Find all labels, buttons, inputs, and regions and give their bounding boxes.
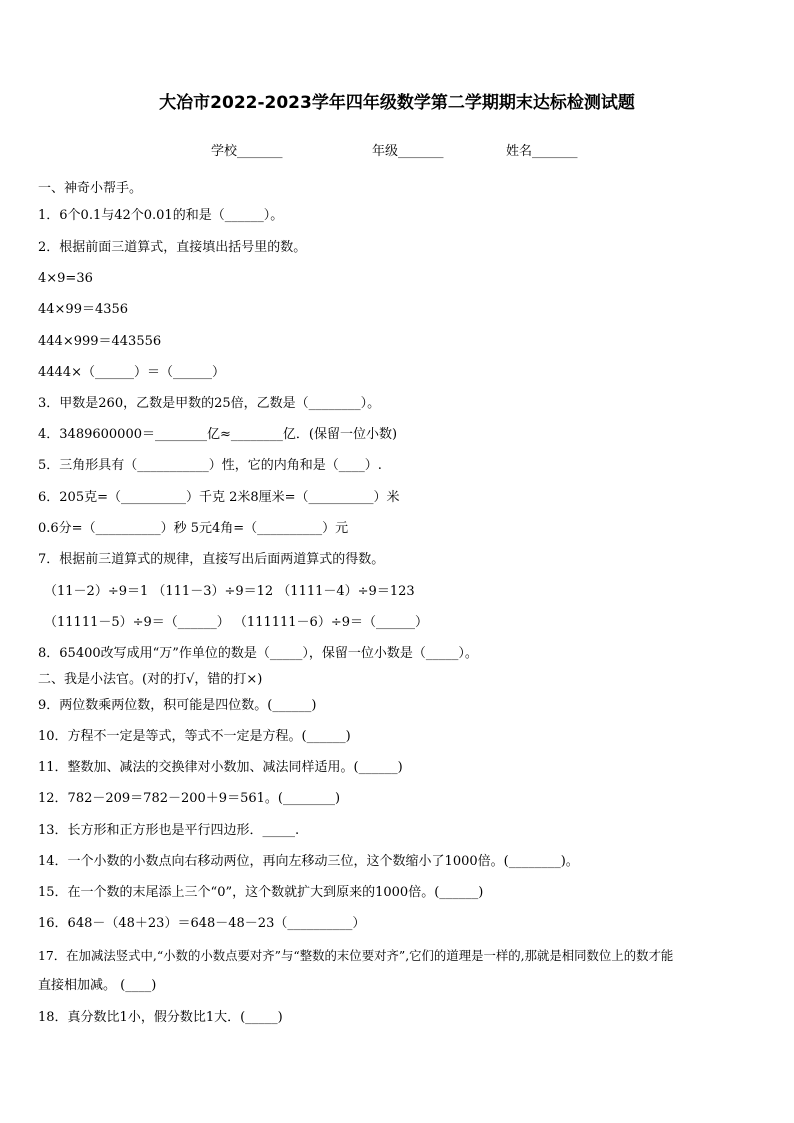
equation-line: 44×99＝4356 [38, 302, 129, 317]
question-6: 6．205克=（__________）千克 2米8厘米=（__________）米 [38, 490, 400, 505]
question-7: 7．根据前三道算式的规律，直接写出后面两道算式的得数。 [38, 552, 385, 567]
question-3: 3．甲数是260，乙数是甲数的25倍，乙数是（________）。 [38, 396, 381, 411]
question-17: 17．在加减法竖式中,“小数的小数点要对齐”与“整数的末位要对齐”,它们的道理是一样的,那就是相同数位上的数才能 [38, 948, 674, 963]
equation-line: （11－2）÷9＝1 （111－3）÷9＝12 （1111－4）÷9＝123 [44, 584, 415, 599]
question-11: 11．整数加、减法的交换律对小数加、减法同样适用。(______) [38, 760, 403, 775]
school-field: 学校_______ [211, 144, 283, 159]
question-6-cont: 0.6分=（__________）秒 5元4角=（__________）元 [38, 521, 349, 536]
question-14: 14．一个小数的小数点向右移动两位，再向左移动三位，这个数缩小了1000倍。(________)。 [38, 854, 579, 869]
question-15: 15．在一个数的末尾添上三个“0”，这个数就扩大到原来的1000倍。(______) [38, 885, 484, 900]
section-heading-2: 二、我是小法官。(对的打√，错的打×) [38, 672, 263, 687]
question-10: 10．方程不一定是等式，等式不一定是方程。(______) [38, 729, 351, 744]
question-16: 16．648－（48＋23）＝648－48－23（__________） [38, 916, 366, 931]
question-13: 13．长方形和正方形也是平行四边形．_____. [38, 823, 300, 838]
question-18: 18．真分数比1小，假分数比1大．(_____) [38, 1010, 283, 1025]
equation-line: 4×9=36 [38, 271, 93, 286]
page-title: 大冶市2022-2023学年四年级数学第二学期期末达标检测试题 [159, 93, 635, 113]
section-heading-1: 一、神奇小帮手。 [38, 181, 143, 196]
equation-line: （11111－5）÷9＝（______） （111111－6）÷9＝（______） [44, 615, 428, 630]
question-5: 5．三角形具有（___________）性，它的内角和是（____）. [38, 458, 382, 473]
question-1: 1．6个0.1与42个0.01的和是（______）。 [38, 208, 284, 223]
question-2: 2．根据前面三道算式，直接填出括号里的数。 [38, 240, 307, 255]
question-4: 4．3489600000＝________亿≈________亿．(保留一位小数) [38, 427, 398, 442]
grade-field: 年级_______ [372, 144, 444, 159]
equation-line: 4444×（______）＝（______） [38, 365, 225, 380]
question-17-cont: 直接相加减。 (____) [38, 978, 157, 993]
question-12: 12．782－209＝782－200＋9＝561。(________) [38, 791, 341, 806]
question-8: 8．65400改写成用“万”作单位的数是（_____），保留一位小数是（_____）。 [38, 646, 478, 661]
equation-line: 444×999＝443556 [38, 334, 162, 349]
question-9: 9．两位数乘两位数，积可能是四位数。(______) [38, 698, 317, 713]
name-field: 姓名_______ [506, 144, 578, 159]
